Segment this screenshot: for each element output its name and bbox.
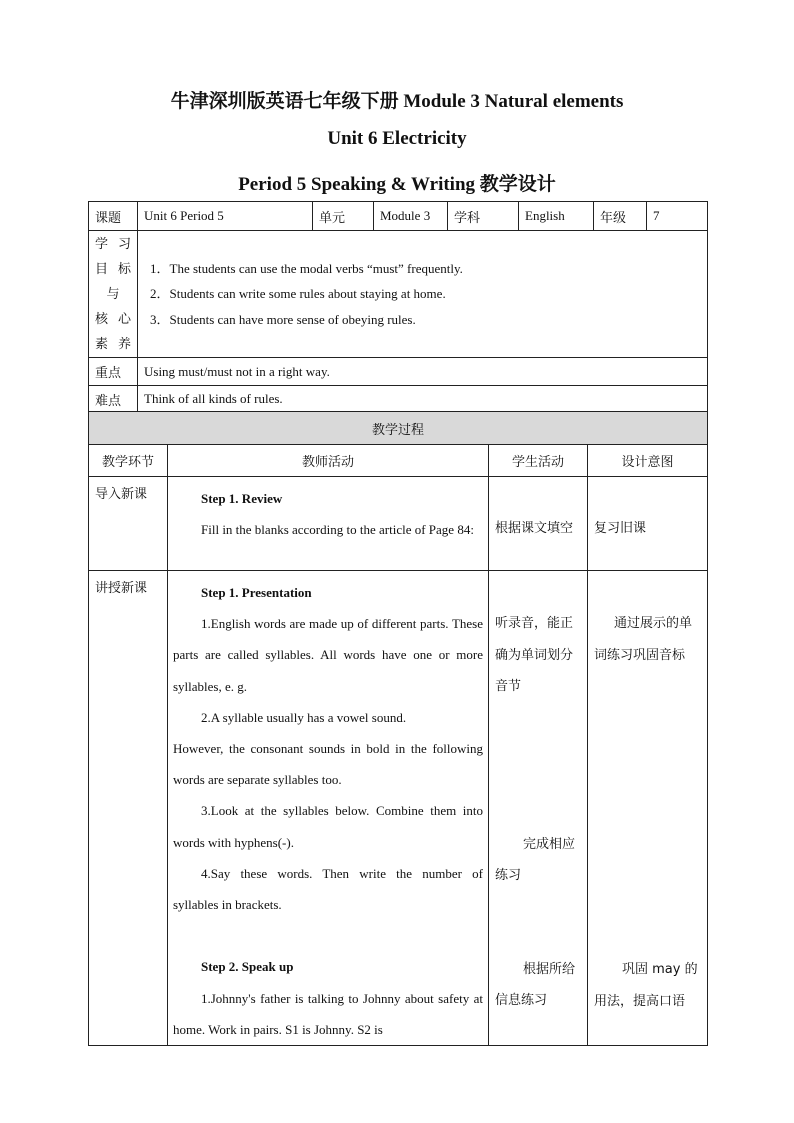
grade-label: 年级: [594, 202, 647, 231]
teacher-text: 1.Johnny's father is talking to Johnny about safety at home. Work in pairs. S1 is Johnny. S2 is: [173, 990, 483, 1037]
intent-note: 巩固 may 的用法，提高口语: [594, 962, 698, 1009]
intent-new: [588, 571, 708, 1046]
difficult-value: Think of all kinds of rules.: [138, 386, 708, 413]
intent-note: 通过展示的单词练习巩固音标: [594, 616, 693, 663]
difficult-label: 难点: [89, 386, 138, 413]
subject-value: English: [519, 202, 594, 231]
topic-label: 课题: [89, 202, 138, 231]
goals-label-line: 核 心: [95, 311, 131, 327]
student-activity-intro: 根据课文填空: [489, 477, 588, 571]
goal-item: 3．Students can have more sense of obeying rules.: [150, 311, 416, 327]
step-speakup-title: Step 2. Speak up: [201, 959, 294, 975]
goals-label-line: 目标: [95, 261, 131, 277]
teacher-text: 4.Say these words. Then write the number of syllables in brackets.: [173, 865, 483, 913]
doc-title-line1: 牛津深圳版英语七年级下册 Module 3 Natural elements: [170, 91, 624, 112]
step-review-title: Step 1. Review: [201, 491, 283, 506]
intent-intro: 复习旧课: [588, 477, 708, 571]
process-band: 教学过程: [89, 412, 708, 445]
student-note: 根据所给信息练习: [495, 961, 576, 1008]
goals-list: [138, 231, 708, 358]
teacher-text: 3.Look at the syllables below. Combine them into words with hyphens(-).: [173, 803, 483, 850]
header-stage: 教学环节: [89, 445, 168, 477]
teacher-text: 2.A syllable usually has a vowel sound.: [201, 709, 407, 725]
info-table: [88, 201, 708, 413]
goal-item: 1．The students can use the modal verbs “must” frequently.: [150, 260, 463, 276]
goals-label-line: 与: [106, 286, 120, 302]
stage-new: 讲授新课: [89, 571, 168, 1046]
subject-label: 学科: [448, 202, 519, 231]
spacer: [173, 920, 483, 951]
teacher-activity-new: [168, 571, 489, 1046]
grade-value: 7: [647, 202, 708, 231]
key-label: 重点: [89, 358, 138, 386]
step-presentation-title: Step 1. Presentation: [201, 585, 312, 600]
header-intent: 设计意图: [588, 445, 708, 477]
student-note: 完成相应练习: [495, 836, 576, 883]
teacher-text: Fill in the blanks according to the article of Page 84:: [201, 522, 474, 538]
doc-title-line2: Unit 6 Electricity: [327, 128, 467, 149]
stage-intro: 导入新课: [89, 477, 168, 571]
teacher-text: 1.English words are made up of different parts. These parts are called syllables. All words have one or more syllables, e. g.: [173, 616, 483, 694]
process-table: [88, 411, 708, 1046]
teacher-text: However, the consonant sounds in bold in the following words are separate syllables too.: [173, 741, 483, 788]
doc-title-line3: Period 5 Speaking & Writing 教学设计: [238, 174, 556, 195]
student-activity-new: [489, 571, 588, 1046]
key-value: Using must/must not in a right way.: [138, 358, 708, 386]
unit-value: Module 3: [374, 202, 448, 231]
goals-label-line: 学 习: [95, 236, 131, 252]
topic-value: Unit 6 Period 5: [138, 202, 313, 231]
teacher-activity-intro: [168, 477, 489, 571]
goals-label-line: 素养: [95, 336, 131, 352]
header-student: 学生活动: [489, 445, 588, 477]
goals-label: [89, 231, 138, 358]
unit-label: 单元: [313, 202, 374, 231]
student-note: 听录音，能正确为单词划分音节: [495, 616, 574, 694]
goal-item: 2．Students can write some rules about staying at home.: [150, 286, 446, 302]
header-teacher: 教师活动: [168, 445, 489, 477]
